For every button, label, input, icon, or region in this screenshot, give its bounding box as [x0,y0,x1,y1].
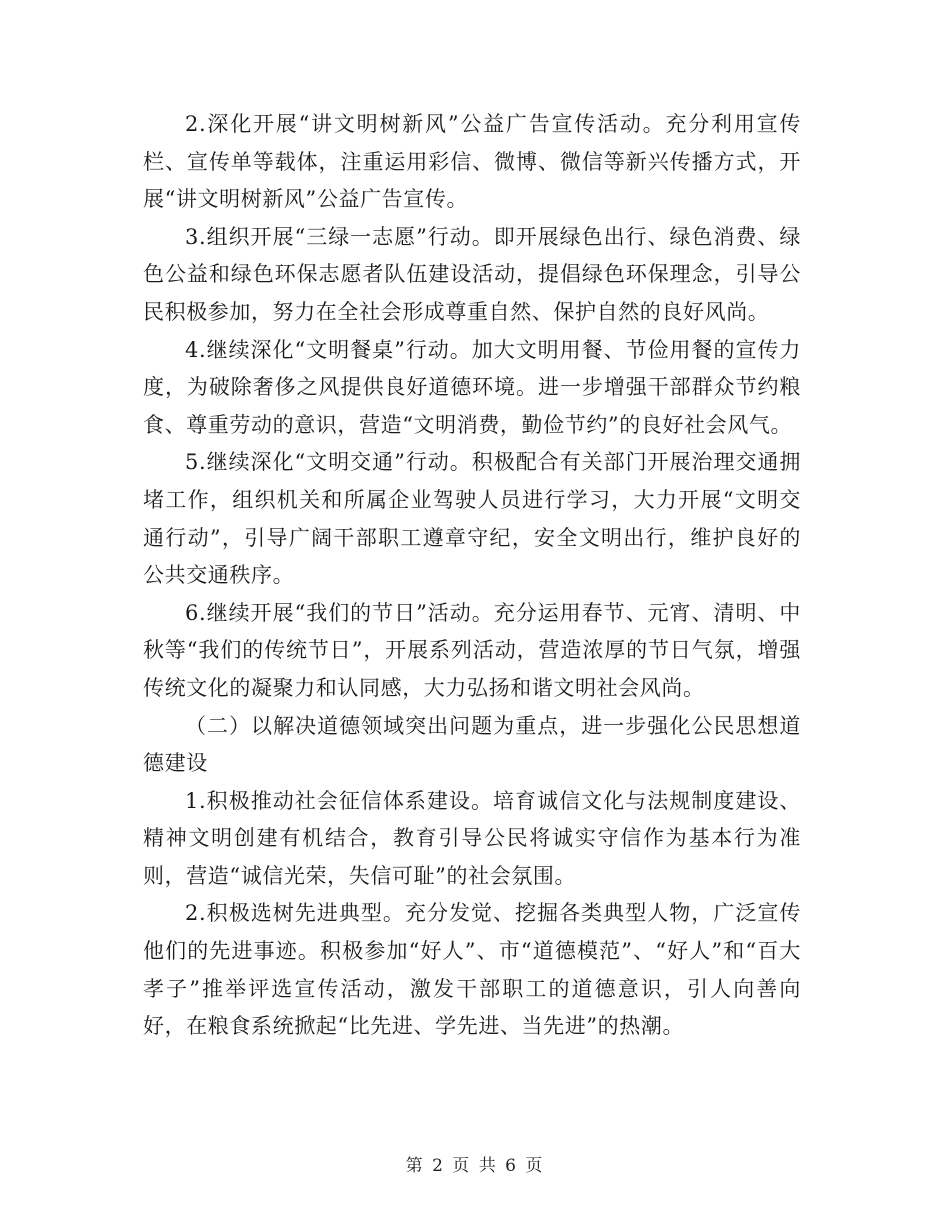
paragraph-item-3: 3.组织开展“三绿一志愿”行动。即开展绿色出行、绿色消费、绿色公益和绿色环保志愿者队伍建设活动，提倡绿色环保理念，引导公民积极参加，努力在全社会形成尊重自然、保护自然的良好风尚。 [143,224,801,324]
paragraph-item-6: 6.继续开展“我们的节日”活动。充分运用春节、元宵、清明、中秋等“我们的传统节日”，开展系列活动，营造浓厚的节日气氛，增强传统文化的凝聚力和认同感，大力弘扬和谐文明社会风尚。 [143,600,801,700]
page-footer: 第 2 页 共 6 页 [405,1156,545,1176]
paragraph-item-4: 4.继续深化“文明餐桌”行动。加大文明用餐、节俭用餐的宣传力度，为破除奢侈之风提供良好道德环境。进一步增强干部群众节约粮食、尊重劳动的意识，营造“文明消费，勤俭节约”的良好社会风气。 [143,337,801,437]
paragraph-item-2b: 2.积极选树先进典型。充分发觉、挖掘各类典型人物，广泛宣传他们的先进事迹。积极参加“好人”、市“道德模范”、“好人”和“百大孝子”推举评选宣传活动，激发干部职工的道德意识，引人向善向好，在粮食系统掀起“比先进、学先进、当先进”的热潮。 [143,901,801,1039]
section-heading: （二）以解决道德领域突出问题为重点，进一步强化公民思想道德建设 [143,713,801,776]
document-body [143,106,801,1046]
paragraph-item-5: 5.继续深化“文明交通”行动。积极配合有关部门开展治理交通拥堵工作，组织机关和所属企业驾驶人员进行学习，大力开展“文明交通行动”，引导广阔干部职工遵章守纪，安全文明出行，维护良好的公共交通秩序。 [143,450,801,588]
paragraph-item-2: 2.深化开展“讲文明树新风”公益广告宣传活动。充分利用宣传栏、宣传单等载体，注重运用彩信、微博、微信等新兴传播方式，开展“讲文明树新风”公益广告宣传。 [143,112,801,212]
paragraph-item-1: 1.积极推动社会征信体系建设。培育诚信文化与法规制度建设、精神文明创建有机结合，教育引导公民将诚实守信作为基本行为准则，营造“诚信光荣，失信可耻”的社会氛围。 [143,788,801,888]
